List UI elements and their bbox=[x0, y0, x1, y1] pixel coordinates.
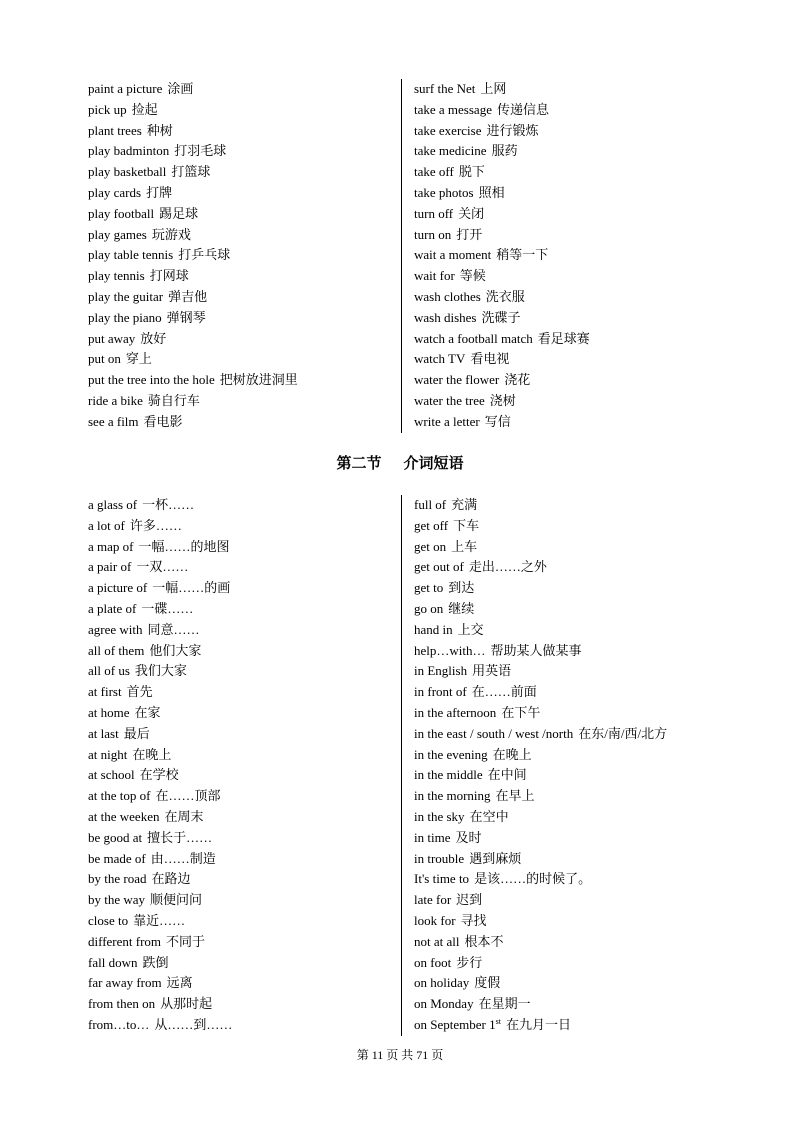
phrase-english: be made of bbox=[88, 850, 146, 866]
phrase-row bbox=[88, 849, 399, 870]
left-column bbox=[88, 79, 401, 433]
phrase-english: on Monday bbox=[414, 996, 474, 1012]
phrase-chinese: 在……前面 bbox=[471, 684, 537, 700]
phrase-english: paint a picture bbox=[88, 81, 163, 96]
phrase-english: get to bbox=[414, 580, 444, 596]
phrase-chinese: 打开 bbox=[456, 226, 483, 242]
phrase-english: put on bbox=[88, 351, 121, 367]
phrase-english: a plate of bbox=[88, 600, 137, 616]
phrase-chinese: 在早上 bbox=[495, 788, 535, 804]
phrase-english: on September 1 bbox=[414, 1016, 496, 1032]
phrase-row bbox=[88, 516, 399, 537]
phrase-row bbox=[88, 183, 399, 204]
phrase-english: play the guitar bbox=[88, 288, 164, 304]
page-footer: 第 11 页 共 71 页 bbox=[356, 1048, 444, 1062]
phrase-row bbox=[88, 391, 399, 412]
phrase-row bbox=[414, 599, 714, 620]
phrase-row bbox=[88, 641, 399, 662]
phrase-chinese: 遇到麻烦 bbox=[469, 850, 522, 866]
phrase-row bbox=[88, 1015, 399, 1036]
phrase-english: look for bbox=[414, 912, 456, 928]
phrase-chinese: 一幅……的地图 bbox=[138, 538, 230, 554]
phrase-row bbox=[88, 162, 399, 183]
phrase-chinese: 及时 bbox=[455, 829, 482, 845]
phrase-chinese: 捡起 bbox=[131, 101, 158, 117]
phrase-row bbox=[414, 329, 714, 350]
phrase-chinese: 在晚上 bbox=[492, 746, 532, 762]
phrase-chinese: 种树 bbox=[146, 122, 173, 138]
phrase-chinese: 帮助某人做某事 bbox=[490, 642, 582, 658]
phrase-english: turn off bbox=[414, 205, 454, 221]
phrase-row bbox=[88, 287, 399, 308]
phrase-english: at home bbox=[88, 704, 130, 720]
phrase-chinese: 擅长于…… bbox=[147, 829, 213, 845]
phrase-english: wait a moment bbox=[414, 247, 492, 263]
phrase-english: put the tree into the hole bbox=[88, 372, 215, 388]
phrase-english: take exercise bbox=[414, 122, 482, 138]
phrase-row bbox=[88, 828, 399, 849]
phrase-chinese: 把树放进洞里 bbox=[219, 372, 298, 388]
phrase-row bbox=[88, 245, 399, 266]
phrase-chinese: 浇树 bbox=[489, 392, 516, 408]
phrase-english: a map of bbox=[88, 538, 134, 554]
phrase-row bbox=[414, 141, 714, 162]
phrase-english: hand in bbox=[414, 621, 453, 637]
right-column bbox=[401, 79, 714, 433]
phrase-row bbox=[88, 266, 399, 287]
phrase-english: play the piano bbox=[88, 309, 162, 325]
phrase-english: in the evening bbox=[414, 746, 488, 762]
phrase-row bbox=[414, 682, 714, 703]
phrase-row bbox=[414, 1015, 714, 1036]
phrase-english: in front of bbox=[414, 684, 467, 700]
phrase-chinese: 度假 bbox=[474, 975, 501, 991]
phrase-chinese: 在空中 bbox=[469, 808, 509, 824]
phrase-chinese: 一幅……的画 bbox=[152, 580, 231, 596]
phrase-chinese: 上交 bbox=[457, 621, 484, 637]
phrase-row bbox=[414, 911, 714, 932]
phrase-english: a pair of bbox=[88, 559, 132, 575]
phrase-chinese: 上车 bbox=[451, 538, 478, 554]
phrase-english: all of us bbox=[88, 663, 130, 679]
phrase-row bbox=[414, 724, 714, 745]
phrase-row bbox=[88, 807, 399, 828]
phrase-english: at night bbox=[88, 746, 128, 762]
phrase-english: a lot of bbox=[88, 517, 125, 533]
phrase-english: get off bbox=[414, 517, 449, 533]
phrase-row bbox=[414, 932, 714, 953]
phrase-chinese: 首先 bbox=[126, 684, 153, 700]
phrase-row bbox=[414, 765, 714, 786]
left-column bbox=[88, 495, 401, 1036]
phrase-chinese: 靠近…… bbox=[133, 912, 186, 928]
phrase-english: see a film bbox=[88, 413, 139, 429]
phrase-chinese: 洗衣服 bbox=[485, 288, 525, 304]
phrase-chinese: 在九月一日 bbox=[505, 1016, 571, 1032]
phrase-row bbox=[414, 391, 714, 412]
phrase-english: a glass of bbox=[88, 497, 138, 512]
phrase-english: watch a football match bbox=[414, 330, 533, 346]
phrase-chinese: 同意…… bbox=[147, 621, 200, 637]
phrase-row bbox=[88, 953, 399, 974]
phrase-row bbox=[88, 79, 399, 100]
phrase-chinese: 进行锻炼 bbox=[486, 122, 539, 138]
phrase-chinese: 涂画 bbox=[167, 81, 194, 96]
phrase-chinese: 打乒乓球 bbox=[178, 247, 231, 263]
phrase-row bbox=[88, 204, 399, 225]
phrase-chinese: 打篮球 bbox=[171, 164, 211, 180]
phrase-row bbox=[414, 620, 714, 641]
phrase-english: surf the Net bbox=[414, 81, 476, 96]
phrase-row bbox=[414, 412, 714, 433]
phrase-chinese: 从……到…… bbox=[154, 1016, 233, 1032]
phrase-english: from…to… bbox=[88, 1016, 150, 1032]
phrase-english: in English bbox=[414, 663, 468, 679]
phrase-english: play basketball bbox=[88, 164, 167, 180]
phrase-chinese: 许多…… bbox=[129, 517, 182, 533]
phrase-english: play football bbox=[88, 205, 155, 221]
phrase-row bbox=[414, 287, 714, 308]
phrase-chinese: 上网 bbox=[480, 81, 507, 96]
phrase-chinese: 在……顶部 bbox=[155, 788, 221, 804]
phrase-row bbox=[88, 412, 399, 433]
phrase-english: water the tree bbox=[414, 392, 485, 408]
phrase-row bbox=[414, 661, 714, 682]
phrase-row bbox=[414, 557, 714, 578]
phrase-row bbox=[414, 308, 714, 329]
phrase-row bbox=[88, 121, 399, 142]
phrase-chinese: 他们大家 bbox=[149, 642, 202, 658]
phrase-row bbox=[414, 245, 714, 266]
phrase-english: full of bbox=[414, 497, 447, 512]
phrase-chinese: 在家 bbox=[134, 704, 161, 720]
phrase-row bbox=[88, 370, 399, 391]
phrase-english: be good at bbox=[88, 829, 143, 845]
phrase-row bbox=[414, 807, 714, 828]
phrase-row bbox=[414, 266, 714, 287]
phrase-chinese: 稍等一下 bbox=[496, 247, 549, 263]
phrase-chinese: 看足球赛 bbox=[537, 330, 590, 346]
phrase-chinese: 从那时起 bbox=[160, 996, 213, 1012]
phrase-chinese: 在学校 bbox=[139, 767, 179, 783]
phrase-chinese: 在星期一 bbox=[478, 996, 531, 1012]
phrase-chinese: 写信 bbox=[484, 413, 511, 429]
phrase-chinese: 弹吉他 bbox=[168, 288, 208, 304]
phrase-english: plant trees bbox=[88, 122, 142, 138]
phrase-english: play tennis bbox=[88, 268, 145, 284]
phrase-chinese: 走出……之外 bbox=[468, 559, 547, 575]
phrase-row bbox=[88, 994, 399, 1015]
phrase-row bbox=[414, 225, 714, 246]
phrase-chinese: 是该……的时候了。 bbox=[474, 871, 592, 887]
phrase-english: in trouble bbox=[414, 850, 465, 866]
phrase-row bbox=[88, 557, 399, 578]
phrase-chinese: 等候 bbox=[459, 268, 486, 284]
phrase-chinese: 打羽毛球 bbox=[174, 143, 227, 159]
phrase-chinese: 一碟…… bbox=[141, 600, 194, 616]
phrase-row bbox=[414, 703, 714, 724]
phrase-english: from then on bbox=[88, 996, 156, 1012]
phrase-chinese: 顺便问问 bbox=[150, 892, 203, 908]
phrase-chinese: 一杯…… bbox=[142, 497, 195, 512]
phrase-english: at the weeken bbox=[88, 808, 160, 824]
phrase-english: water the flower bbox=[414, 372, 500, 388]
verb-phrase-list bbox=[88, 79, 728, 433]
phrase-row bbox=[414, 786, 714, 807]
phrase-english: in the east / south / west /north bbox=[414, 725, 574, 741]
phrase-chinese: 在下午 bbox=[501, 704, 541, 720]
phrase-english: turn on bbox=[414, 226, 452, 242]
phrase-row bbox=[88, 599, 399, 620]
phrase-chinese: 浇花 bbox=[504, 372, 531, 388]
phrase-chinese: 在中间 bbox=[487, 767, 527, 783]
phrase-row bbox=[88, 786, 399, 807]
phrase-english: at first bbox=[88, 684, 122, 700]
phrase-english: wash clothes bbox=[414, 288, 481, 304]
phrase-english: put away bbox=[88, 330, 136, 346]
phrase-chinese: 脱下 bbox=[458, 164, 485, 180]
phrase-chinese: 照相 bbox=[478, 184, 505, 200]
phrase-chinese: 跌倒 bbox=[142, 954, 169, 970]
phrase-chinese: 弹钢琴 bbox=[166, 309, 206, 325]
phrase-english: take medicine bbox=[414, 143, 487, 159]
phrase-chinese: 踢足球 bbox=[159, 205, 199, 221]
phrase-row bbox=[414, 183, 714, 204]
phrase-english: watch TV bbox=[414, 351, 466, 367]
phrase-row bbox=[414, 828, 714, 849]
phrase-chinese: 由……制造 bbox=[150, 850, 216, 866]
phrase-row bbox=[88, 932, 399, 953]
phrase-chinese: 步行 bbox=[456, 954, 483, 970]
phrase-english: at school bbox=[88, 767, 135, 783]
phrase-row bbox=[414, 121, 714, 142]
phrase-english: go on bbox=[414, 600, 444, 616]
phrase-chinese: 穿上 bbox=[125, 351, 152, 367]
phrase-english: take a message bbox=[414, 101, 492, 117]
phrase-row bbox=[414, 641, 714, 662]
phrase-chinese: 远离 bbox=[166, 975, 193, 991]
phrase-english: by the road bbox=[88, 871, 147, 887]
phrase-english: late for bbox=[414, 892, 452, 908]
phrase-english: get on bbox=[414, 538, 447, 554]
phrase-row bbox=[88, 869, 399, 890]
phrase-row bbox=[88, 973, 399, 994]
phrase-row bbox=[88, 578, 399, 599]
phrase-chinese: 关闭 bbox=[458, 205, 485, 221]
phrase-row bbox=[88, 225, 399, 246]
phrase-row bbox=[88, 349, 399, 370]
section-heading bbox=[0, 452, 800, 473]
phrase-row bbox=[88, 100, 399, 121]
phrase-row bbox=[88, 308, 399, 329]
phrase-english: play badminton bbox=[88, 143, 170, 159]
phrase-chinese: 洗碟子 bbox=[481, 309, 521, 325]
phrase-english: in the middle bbox=[414, 767, 483, 783]
phrase-english: not at all bbox=[414, 933, 460, 949]
phrase-row bbox=[414, 162, 714, 183]
section-number: 第二节 bbox=[336, 454, 382, 472]
phrase-row bbox=[414, 973, 714, 994]
phrase-english: get out of bbox=[414, 559, 464, 575]
phrase-english: fall down bbox=[88, 954, 138, 970]
phrase-chinese: 放好 bbox=[140, 330, 167, 346]
phrase-chinese: 在晚上 bbox=[132, 746, 172, 762]
phrase-english: by the way bbox=[88, 892, 146, 908]
phrase-chinese: 玩游戏 bbox=[151, 226, 191, 242]
phrase-chinese: 到达 bbox=[448, 580, 475, 596]
phrase-row bbox=[414, 516, 714, 537]
phrase-english: play games bbox=[88, 226, 147, 242]
phrase-english: at the top of bbox=[88, 788, 151, 804]
ordinal-suffix: st bbox=[495, 1016, 501, 1026]
phrase-chinese: 在周末 bbox=[164, 808, 204, 824]
phrase-row bbox=[414, 370, 714, 391]
phrase-row bbox=[88, 724, 399, 745]
phrase-chinese: 看电视 bbox=[470, 351, 510, 367]
phrase-row bbox=[414, 953, 714, 974]
phrase-row bbox=[88, 745, 399, 766]
phrase-row bbox=[88, 495, 399, 516]
phrase-english: different from bbox=[88, 933, 162, 949]
prepositional-phrase-list bbox=[88, 495, 728, 1036]
phrase-chinese: 充满 bbox=[451, 497, 478, 512]
phrase-english: in time bbox=[414, 829, 451, 845]
phrase-chinese: 寻找 bbox=[460, 912, 487, 928]
phrase-row bbox=[414, 869, 714, 890]
phrase-english: play cards bbox=[88, 184, 142, 200]
phrase-english: wait for bbox=[414, 268, 455, 284]
phrase-row bbox=[88, 141, 399, 162]
phrase-row bbox=[88, 765, 399, 786]
phrase-row bbox=[88, 703, 399, 724]
phrase-row bbox=[414, 890, 714, 911]
phrase-english: help…with… bbox=[414, 642, 486, 658]
phrase-english: close to bbox=[88, 912, 129, 928]
phrase-chinese: 不同于 bbox=[166, 933, 206, 949]
phrase-chinese: 一双…… bbox=[136, 559, 189, 575]
phrase-english: ride a bike bbox=[88, 392, 143, 408]
phrase-row bbox=[414, 204, 714, 225]
phrase-english: play table tennis bbox=[88, 247, 174, 263]
phrase-english: take photos bbox=[414, 184, 474, 200]
phrase-english: in the morning bbox=[414, 788, 491, 804]
phrase-chinese: 用英语 bbox=[472, 663, 512, 679]
phrase-row bbox=[414, 349, 714, 370]
phrase-english: on foot bbox=[414, 954, 452, 970]
phrase-english: It's time to bbox=[414, 871, 470, 887]
phrase-english: agree with bbox=[88, 621, 143, 637]
phrase-english: on holiday bbox=[414, 975, 470, 991]
phrase-row bbox=[414, 537, 714, 558]
section-title: 介词短语 bbox=[403, 454, 464, 472]
phrase-chinese: 骑自行车 bbox=[147, 392, 200, 408]
phrase-chinese: 继续 bbox=[448, 600, 475, 616]
phrase-row bbox=[88, 682, 399, 703]
phrase-english: in the afternoon bbox=[414, 704, 497, 720]
phrase-row bbox=[414, 745, 714, 766]
phrase-chinese: 服药 bbox=[491, 143, 518, 159]
phrase-row bbox=[414, 100, 714, 121]
phrase-english: pick up bbox=[88, 101, 127, 117]
phrase-english: at last bbox=[88, 725, 119, 741]
phrase-english: a picture of bbox=[88, 580, 148, 596]
right-column bbox=[401, 495, 714, 1036]
phrase-row bbox=[88, 890, 399, 911]
phrase-english: all of them bbox=[88, 642, 145, 658]
phrase-english: in the sky bbox=[414, 808, 465, 824]
phrase-row bbox=[88, 620, 399, 641]
phrase-chinese: 打网球 bbox=[149, 268, 189, 284]
phrase-row bbox=[88, 329, 399, 350]
phrase-row bbox=[414, 994, 714, 1015]
phrase-chinese: 迟到 bbox=[456, 892, 483, 908]
phrase-row bbox=[414, 849, 714, 870]
phrase-chinese: 打牌 bbox=[146, 184, 173, 200]
phrase-english: far away from bbox=[88, 975, 162, 991]
phrase-english: write a letter bbox=[414, 413, 480, 429]
phrase-chinese: 我们大家 bbox=[134, 663, 187, 679]
phrase-chinese: 在路边 bbox=[151, 871, 191, 887]
phrase-english: wash dishes bbox=[414, 309, 477, 325]
phrase-row bbox=[88, 911, 399, 932]
phrase-chinese: 根本不 bbox=[464, 933, 504, 949]
phrase-chinese: 最后 bbox=[123, 725, 150, 741]
phrase-chinese: 下车 bbox=[453, 517, 480, 533]
phrase-chinese: 看电影 bbox=[143, 413, 183, 429]
phrase-row bbox=[414, 79, 714, 100]
phrase-english: take off bbox=[414, 164, 454, 180]
phrase-chinese: 传递信息 bbox=[496, 101, 549, 117]
phrase-row bbox=[414, 578, 714, 599]
phrase-row bbox=[88, 661, 399, 682]
phrase-row bbox=[88, 537, 399, 558]
phrase-chinese: 在东/南/西/北方 bbox=[578, 725, 668, 741]
phrase-row bbox=[414, 495, 714, 516]
